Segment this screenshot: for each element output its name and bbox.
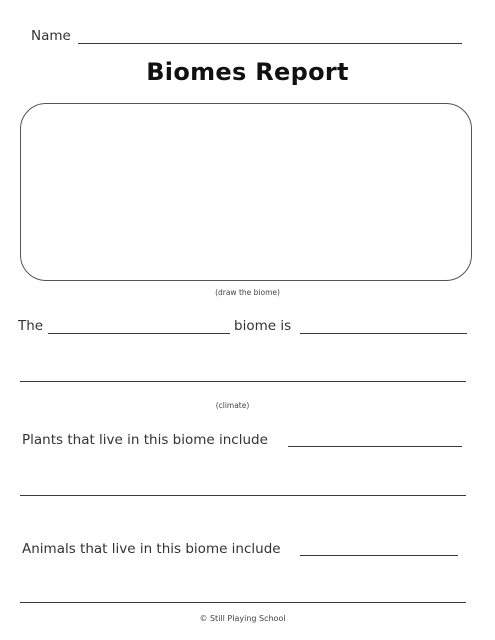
name-label: Name xyxy=(31,28,71,44)
climate-caption: (climate) xyxy=(215,401,250,410)
animals-field[interactable] xyxy=(300,555,458,556)
plants-label: Plants that live in this biome include xyxy=(22,432,268,448)
draw-caption: (draw the biome) xyxy=(215,288,280,297)
name-field[interactable] xyxy=(78,43,462,44)
biome-is-label: biome is xyxy=(234,318,292,334)
biome-name-field[interactable] xyxy=(48,333,230,334)
climate-field-continued[interactable] xyxy=(20,381,466,382)
plants-field-continued[interactable] xyxy=(20,495,466,496)
animals-label: Animals that live in this biome include xyxy=(22,541,281,557)
footer-copyright: © Still Playing School xyxy=(199,614,286,623)
page-title: Biomes Report xyxy=(146,58,349,86)
climate-field[interactable] xyxy=(300,333,467,334)
plants-field[interactable] xyxy=(288,446,462,447)
the-label: The xyxy=(18,318,44,334)
animals-field-continued[interactable] xyxy=(20,602,466,603)
drawing-area[interactable] xyxy=(20,103,472,281)
